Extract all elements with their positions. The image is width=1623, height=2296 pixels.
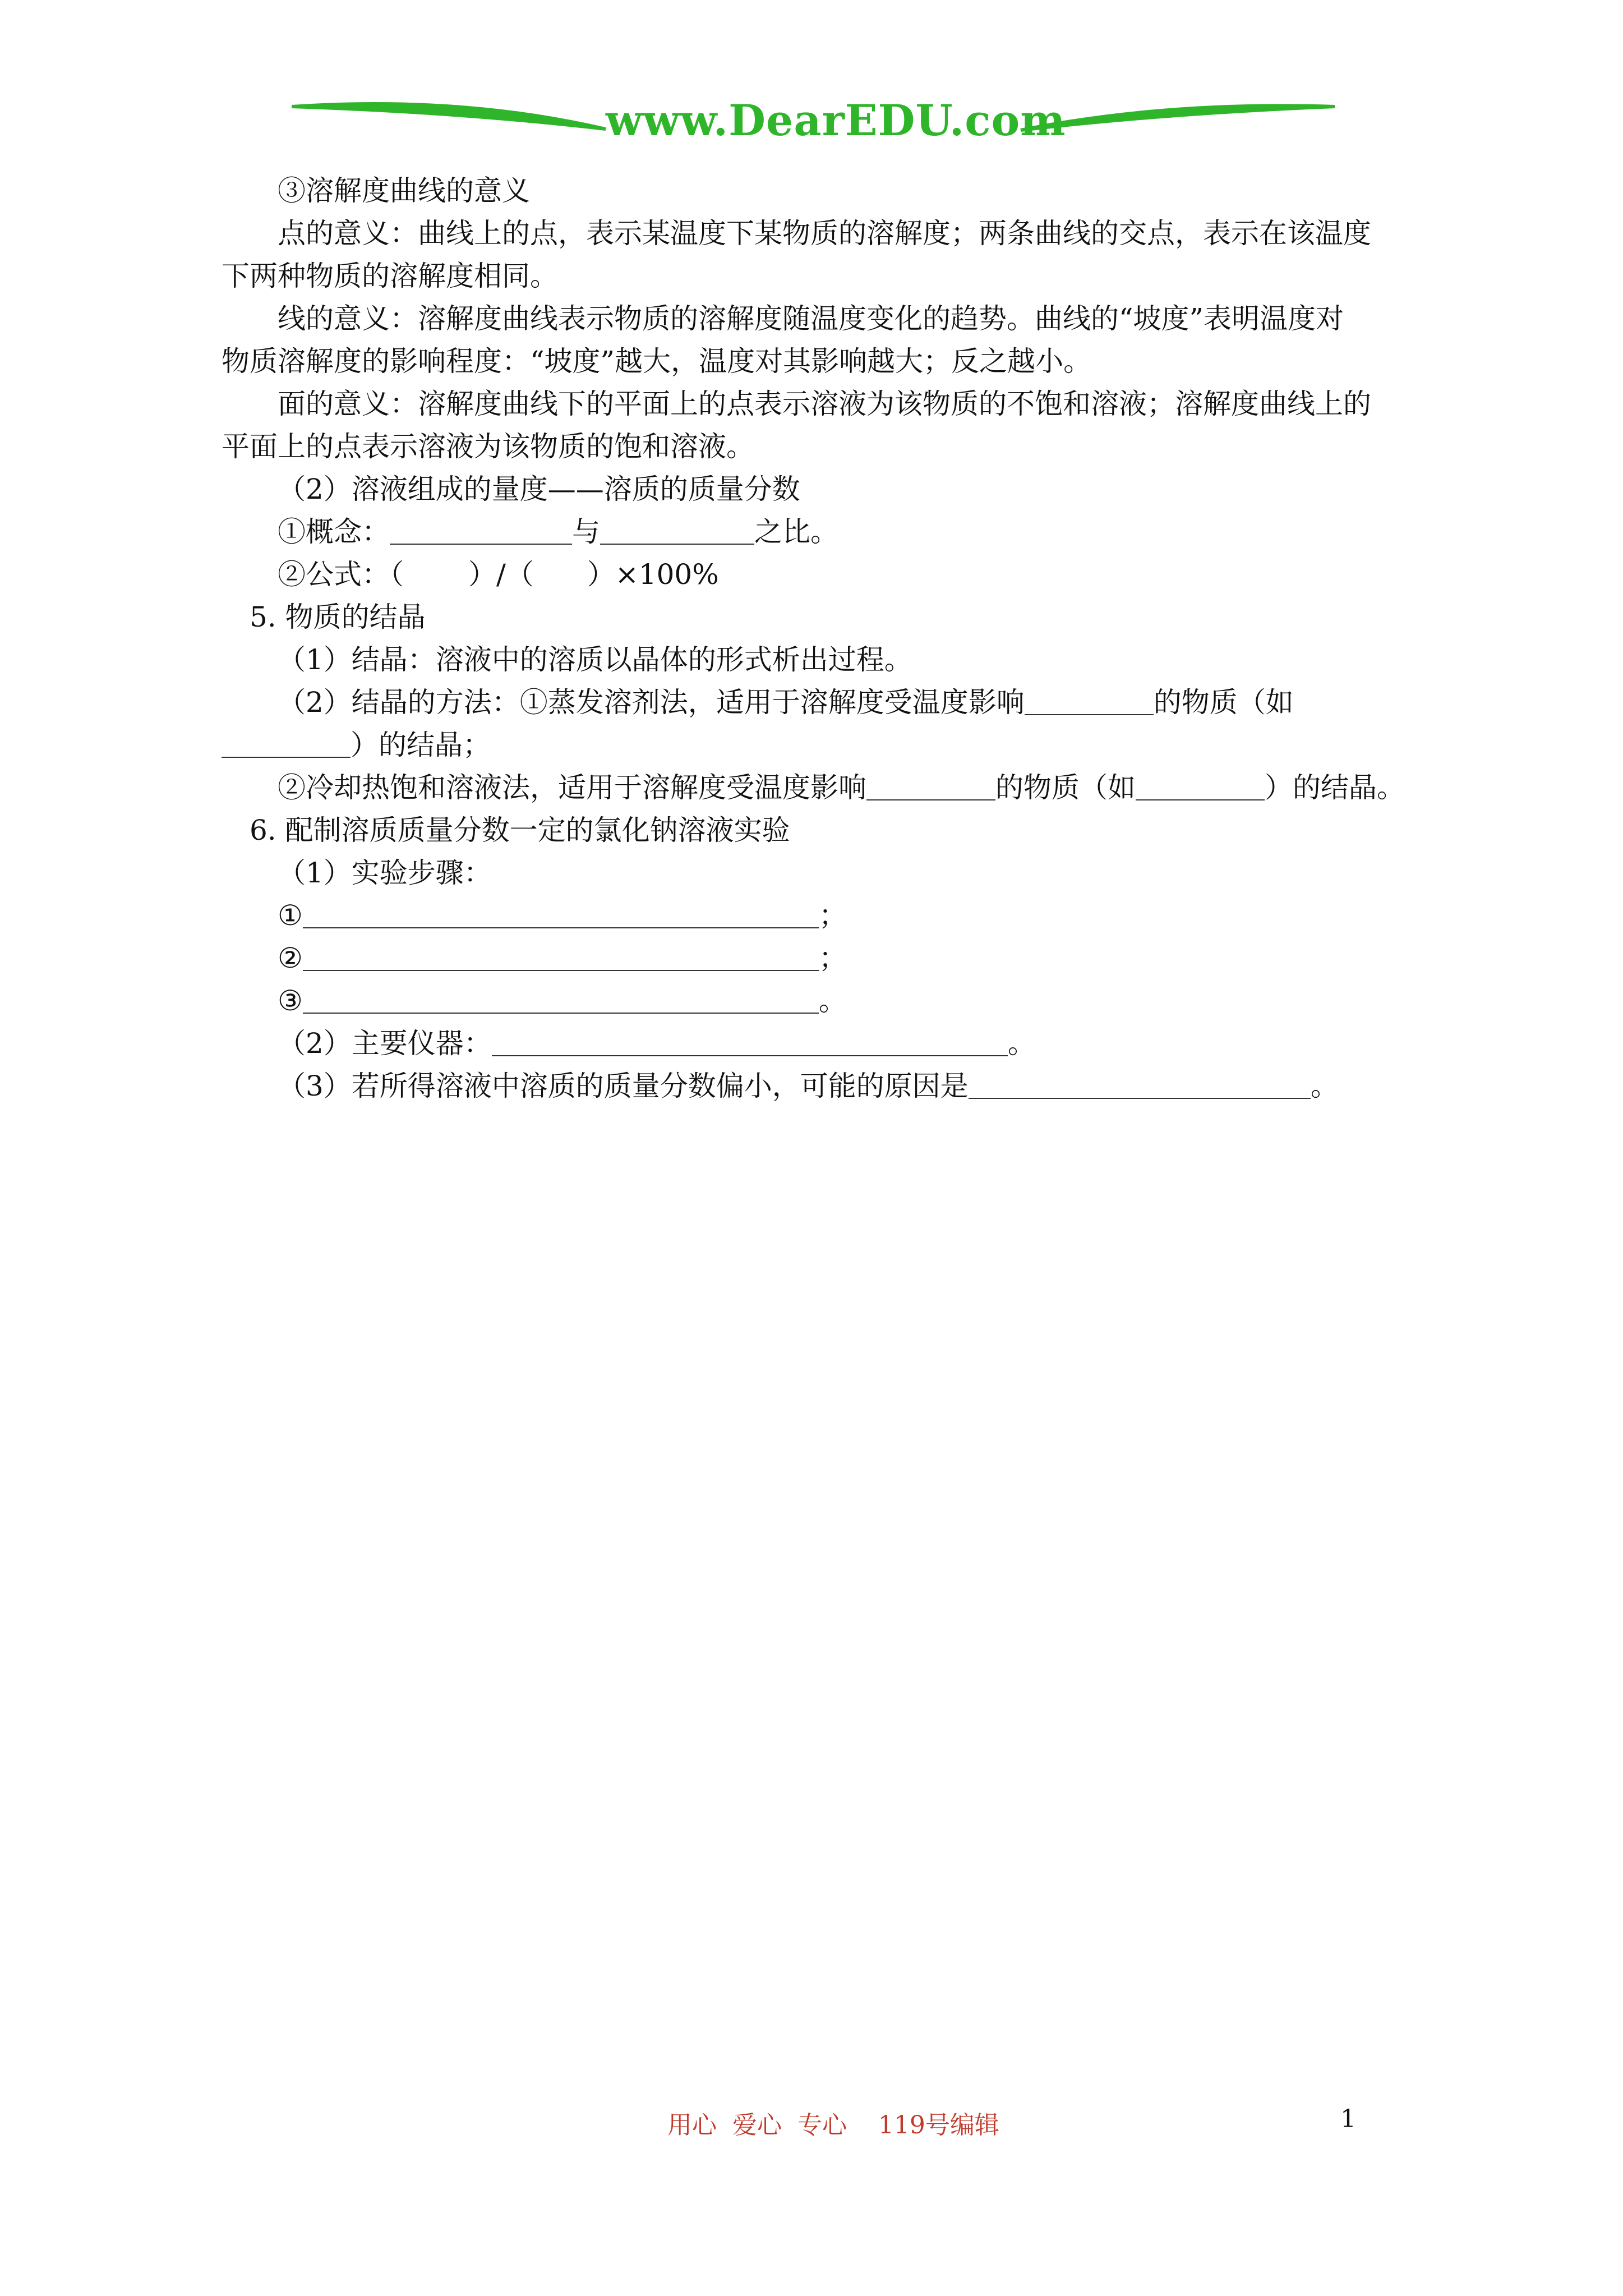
step-line [278,984,847,1018]
paragraph-line: 物质溶解度的影响程度：“坡度”越大，温度对其影响越大；反之越小。 [222,345,1092,378]
fill-blank[interactable] [222,730,351,758]
fill-blank[interactable] [969,1071,1311,1099]
section-title: 6. 配制溶质质量分数一定的氯化钠溶液实验 [250,814,790,846]
step-terminator: ； [818,899,847,932]
step-marker: ② [278,942,303,974]
step-marker: ① [278,899,303,932]
method-text: ）的结晶； [351,729,491,761]
page-number: 1 [1340,2105,1356,2133]
fill-blank[interactable] [492,1028,1008,1056]
reason-label: （3）若所得溶液中溶质的质量分数偏小，可能的原因是 [278,1070,969,1102]
concept-line [278,515,838,549]
fill-blank[interactable] [866,772,995,800]
footer-text: 用心 爱心 专心 119号编辑 [667,2111,999,2139]
step-marker: ③ [278,984,303,1017]
formula-label: ②公式：（ [278,558,404,591]
method-text: 的物质（如 [1153,686,1294,719]
method-text: 的物质（如 [995,771,1136,804]
concept-suffix: 之比。 [754,516,838,548]
reason-terminator: 。 [1310,1070,1339,1102]
subsection-title: （1）实验步骤： [278,857,492,889]
section-title: 5. 物质的结晶 [250,601,426,633]
formula-suffix: ）×100% [587,558,719,591]
fill-blank[interactable] [1025,687,1154,715]
paragraph-line: 平面上的点表示溶液为该物质的饱和溶液。 [222,430,754,463]
header-logo [292,84,1335,157]
step-terminator: ； [818,942,847,974]
cooling-method-line [278,771,1405,804]
instruments-line [278,1027,1036,1060]
crystallization-method-line [278,685,1294,719]
method-text: （2）结晶的方法：①蒸发溶剂法，适用于溶解度受温度影响 [278,686,1025,719]
fill-blank[interactable] [600,517,754,545]
concept-label: ①概念： [278,516,390,548]
instruments-terminator: 。 [1007,1027,1036,1060]
concept-connector: 与 [572,516,600,548]
paragraph-line: 线的意义：溶解度曲线表示物质的溶解度随温度变化的趋势。曲线的“坡度”表明温度对 [278,302,1344,335]
formula-line [278,558,719,591]
reason-line [278,1069,1339,1103]
step-line [278,941,847,975]
fill-blank[interactable] [1136,772,1265,800]
fill-blank[interactable] [303,986,819,1014]
step-line [278,899,847,932]
method-text: ②冷却热饱和溶液法，适用于溶解度受温度影响 [278,771,866,804]
subsection-title: （2）溶液组成的量度——溶质的质量分数 [278,473,800,505]
fill-blank[interactable] [390,517,572,545]
fill-blank[interactable] [303,900,819,928]
logo-text: www.DearEDU.com [606,95,1066,145]
instruments-label: （2）主要仪器： [278,1027,492,1060]
paragraph-line: 下两种物质的溶解度相同。 [222,260,558,292]
fill-blank[interactable] [303,943,819,971]
method-text: ）的结晶。 [1265,771,1405,804]
crystallization-method-line-continued [222,728,491,762]
step-terminator: 。 [818,984,847,1017]
paragraph-line: （1）结晶：溶液中的溶质以晶体的形式析出过程。 [278,643,912,676]
formula-divider: ）/（ [468,558,534,591]
paragraph-line: 面的意义：溶解度曲线下的平面上的点表示溶液为该物质的不饱和溶液；溶解度曲线上的 [278,388,1371,420]
paragraph-line: 点的意义：曲线上的点，表示某温度下某物质的溶解度；两条曲线的交点，表示在该温度 [278,217,1371,250]
section-title: ③溶解度曲线的意义 [278,174,530,207]
